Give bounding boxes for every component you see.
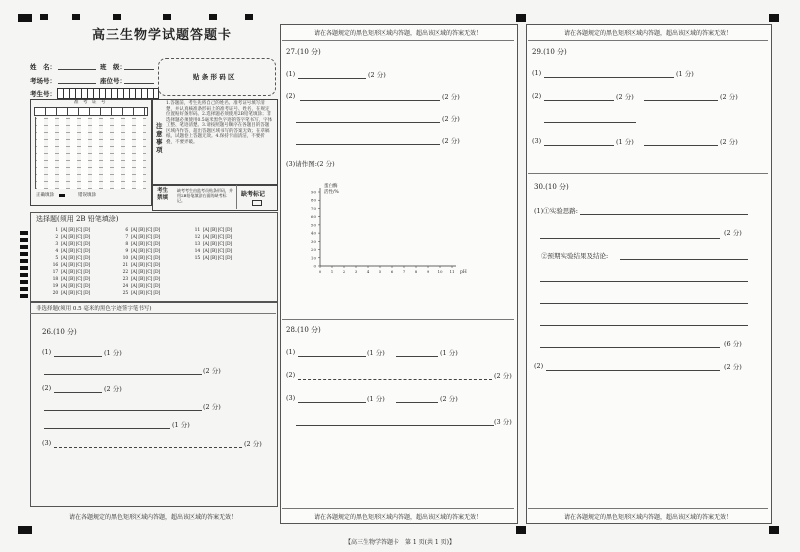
q27-part3-label: (3)请作图:(2 分) (286, 160, 335, 168)
mc-options[interactable]: [A] [B] [C] [D] (203, 256, 232, 261)
mc-question-number: 8 (125, 242, 128, 247)
top-mark (40, 14, 48, 20)
q27-score-1: (2 分) (368, 71, 386, 79)
q30-score-3: (2 分) (724, 363, 742, 371)
absent-label: 考生禁填 (157, 188, 169, 201)
q26-answer-2c[interactable] (44, 428, 170, 429)
q30-answer-1b[interactable] (540, 238, 720, 239)
q30-part1-label: (1)①实验思路: (534, 207, 578, 215)
q28-answer-1b[interactable] (396, 356, 438, 357)
mc-options[interactable]: [A] [B] [C] [D] (61, 277, 90, 282)
mc-question-number: 13 (194, 242, 200, 247)
timing-mark (20, 245, 28, 249)
mc-question-number: 24 (122, 284, 128, 289)
x-tick-label: 8 (414, 269, 418, 274)
seat-label: 座位号： (100, 77, 126, 85)
mc-options[interactable]: [A] [B] [C] [D] (203, 228, 232, 233)
non-mc-divider (30, 313, 276, 314)
mc-question-5[interactable] (48, 256, 90, 261)
middle-divider-q28 (282, 319, 514, 320)
mc-options[interactable]: [A] [B] [C] [D] (61, 263, 90, 268)
q29-score-4: (1 分) (616, 138, 634, 146)
corner-mark-tr (769, 14, 779, 22)
exam-room-field[interactable] (58, 83, 96, 84)
q28-score-4: (1 分) (367, 395, 385, 403)
bottom-warning-left: 请在各题规定的黑色矩形区域内答题，超出该区域的答案无效！ (68, 514, 237, 521)
q27-title: 27.(10 分) (286, 48, 321, 56)
mc-question-number: 25 (122, 291, 128, 296)
mc-question-number: 4 (55, 249, 58, 254)
x-tick-label: 5 (378, 269, 382, 274)
q27-drawing-axes[interactable] (296, 182, 466, 274)
mc-question-number: 9 (125, 249, 128, 254)
q29-answer-3b[interactable] (644, 145, 718, 146)
mc-options[interactable]: [A] [B] [C] [D] (131, 256, 160, 261)
mc-question-17[interactable] (48, 270, 90, 275)
mc-question-number: 1 (55, 228, 58, 233)
q30-part1b-label: ②预期实验结果及结论: (541, 252, 609, 260)
mc-question-number: 11 (194, 228, 200, 233)
x-tick-label: 0 (318, 269, 322, 274)
x-tick-label: 11 (449, 269, 455, 274)
seat-field[interactable] (124, 83, 154, 84)
mc-question-number: 18 (52, 277, 58, 282)
q30-part2-label: (2) (534, 362, 544, 370)
mc-question-12[interactable] (190, 235, 232, 240)
q29-score-2: (2 分) (616, 93, 634, 101)
q27-part1-label: (1) (286, 70, 296, 78)
mc-question-number: 14 (194, 249, 200, 254)
mc-options[interactable]: [A] [B] [C] [D] (61, 270, 90, 275)
timing-mark (20, 273, 28, 277)
mc-options[interactable]: [A] [B] [C] [D] (131, 249, 160, 254)
q27-ylabel: 蛋白酶 (324, 184, 338, 189)
corner-mark-bm (516, 526, 526, 534)
mc-options[interactable]: [A] [B] [C] [D] (203, 249, 232, 254)
barcode-label: 贴 条 形 码 区 (193, 73, 235, 81)
y-tick-label: 50 (310, 222, 316, 228)
q28-answer-2[interactable] (298, 379, 492, 380)
corner-mark-tl (18, 14, 32, 22)
q28-title: 28.(10 分) (286, 326, 321, 334)
y-tick-label: 30 (310, 238, 316, 244)
mc-options[interactable]: [A] [B] [C] [D] (131, 228, 160, 233)
mc-title (36, 214, 119, 224)
mc-question-7[interactable] (118, 235, 160, 240)
y-tick-label: 40 (310, 230, 316, 236)
bottom-warning-middle: 请在各题规定的黑色矩形区域内答题，超出该区域的答案无效！ (313, 514, 482, 521)
q26-score-2: (2 分) (203, 367, 221, 375)
mc-question-22[interactable] (118, 270, 160, 275)
mc-question-number: 12 (194, 235, 200, 240)
q26-answer-1b[interactable] (44, 374, 202, 375)
top-mark (113, 14, 121, 20)
q26-part3-label: (3) (42, 439, 52, 447)
bottom-warning-right: 请在各题规定的黑色矩形区域内答题，超出该区域的答案无效！ (563, 514, 732, 521)
q28-part2-label: (2) (286, 371, 296, 379)
mc-options[interactable]: [A] [B] [C] [D] (61, 242, 90, 247)
mc-options[interactable]: [A] [B] [C] [D] (131, 291, 160, 296)
absent-text: 缺考考生由监考员贴条形码，并用2B铅笔填涂右面的缺考标记。 (177, 188, 233, 203)
middle-bottom-divider (282, 508, 514, 509)
q29-score-3: (2 分) (720, 93, 738, 101)
class-field[interactable] (124, 69, 154, 70)
q26-part1-label: (1) (42, 348, 52, 356)
mc-question-25[interactable] (118, 291, 160, 296)
fill-correct-sample (59, 194, 65, 197)
middle-top-divider (282, 40, 514, 41)
mc-question-number: 22 (122, 270, 128, 275)
right-bottom-divider (528, 508, 768, 509)
mc-question-20[interactable] (48, 291, 90, 296)
mc-question-18[interactable] (48, 277, 90, 282)
y-tick-label: 60 (310, 214, 316, 220)
y-tick-label: 10 (310, 255, 316, 261)
mc-question-4[interactable] (48, 249, 90, 254)
x-tick-label: 10 (437, 269, 443, 274)
absent-mark-label: 缺考标记 (241, 191, 266, 198)
top-mark (209, 14, 217, 20)
timing-mark (20, 294, 28, 298)
mc-question-number: 3 (55, 242, 58, 247)
q27-answer-2b[interactable] (296, 122, 440, 123)
notice-text: 1.答题前，考生先将自己的姓名、准考证号填写清楚，并认真核准条形码上的准考证号、姓名，在规定位置贴好条形码。2.选择题必须使用2B铅笔填涂；非选择题必须使用0.5毫米黑色字迹的签字笔书写，字体工整、笔迹清楚。3.请按照题号顺序在各题目的答题区域内作答，超出答题区域书写的答案无效；在草稿纸、试题卷上答题无效。4.保持卡面清洁，不要折叠，不要弄破。 (166, 101, 273, 145)
y-tick-label: 0 (313, 263, 316, 269)
exam-number-boxes[interactable] (57, 88, 159, 99)
q28-answer-3a[interactable] (298, 402, 366, 403)
mc-question-11[interactable] (190, 228, 232, 233)
mc-question-3[interactable] (48, 242, 90, 247)
mc-options[interactable]: [A] [B] [C] [D] (131, 235, 160, 240)
q29-score-5: (2 分) (720, 138, 738, 146)
x-tick-label: 6 (390, 269, 394, 274)
top-mark (163, 14, 171, 20)
mc-question-21[interactable] (118, 263, 160, 268)
q26-answer-1a[interactable] (54, 356, 102, 357)
corner-mark-tm (516, 14, 526, 22)
corner-mark-br (769, 526, 779, 534)
mc-question-number: 21 (122, 263, 128, 268)
mc-question-10[interactable] (118, 256, 160, 261)
top-warning-middle: 请在各题规定的黑色矩形区域内答题，超出该区域的答案无效！ (313, 30, 482, 37)
q30-answer-1d[interactable] (540, 281, 748, 282)
y-tick-label: 70 (310, 205, 316, 211)
name-field[interactable] (58, 69, 96, 70)
q27-score-4: (2 分) (442, 137, 460, 145)
fill-correct-label: 正确填涂 (36, 193, 54, 198)
y-tick-label: 90 (310, 189, 316, 195)
q27-ylabel-unit: 活性/% (324, 190, 339, 195)
mc-question-9[interactable] (118, 249, 160, 254)
mc-question-1[interactable] (48, 228, 90, 233)
x-tick-label: 2 (342, 269, 346, 274)
x-tick-label: 4 (366, 269, 370, 274)
mc-options[interactable]: [A] [B] [C] [D] (61, 228, 90, 233)
middle-panel (280, 24, 518, 524)
absent-divider (236, 185, 237, 209)
q26-score-5: (1 分) (172, 421, 190, 429)
absent-mark-box[interactable] (252, 200, 262, 206)
q26-answer-2a[interactable] (54, 392, 102, 393)
q27-answer-1[interactable] (298, 78, 366, 79)
mc-question-19[interactable] (48, 284, 90, 289)
corner-mark-bl (18, 526, 32, 534)
q29-score-1: (1 分) (676, 70, 694, 78)
mc-question-23[interactable] (118, 277, 160, 282)
mc-options[interactable]: [A] [B] [C] [D] (131, 284, 160, 289)
mc-question-number: 2 (55, 235, 58, 240)
q27-answer-2a[interactable] (300, 100, 440, 101)
q28-answer-3b[interactable] (396, 402, 438, 403)
q28-score-3: (2 分) (494, 372, 512, 380)
q30-answer-1e[interactable] (540, 303, 748, 304)
q28-answer-3c[interactable] (296, 425, 494, 426)
mc-options[interactable]: [A] [B] [C] [D] (131, 242, 160, 247)
fill-wrong-label: 错误填涂 (78, 193, 96, 198)
mc-question-number: 7 (125, 235, 128, 240)
q30-answer-1a[interactable] (580, 214, 748, 215)
timing-mark (20, 231, 28, 235)
mc-title-text: 选择题(须用 2B 铅笔填涂) (36, 215, 119, 223)
x-tick-label: 3 (354, 269, 358, 274)
mc-question-13[interactable] (190, 242, 232, 247)
top-mark (72, 14, 80, 20)
mc-options[interactable]: [A] [B] [C] [D] (203, 242, 232, 247)
top-mark (245, 14, 253, 20)
mc-question-number: 19 (52, 284, 58, 289)
name-label: 姓 名： (30, 63, 56, 71)
mc-question-15[interactable] (190, 256, 232, 261)
mc-question-number: 10 (122, 256, 128, 261)
x-axis-unit: pH (460, 270, 467, 275)
q30-answer-2[interactable] (546, 370, 720, 371)
timing-mark (20, 287, 28, 291)
timing-mark (20, 252, 28, 256)
mc-question-24[interactable] (118, 284, 160, 289)
x-tick-label: 9 (426, 269, 430, 274)
mc-question-8[interactable] (118, 242, 160, 247)
class-label: 班 级： (100, 63, 126, 71)
mc-options[interactable]: [A] [B] [C] [D] (61, 256, 90, 261)
page-footer: 【高三生物学答题卡 第 1 页(共 1 页)】 (345, 539, 455, 546)
q30-score-1: (2 分) (724, 229, 742, 237)
mc-question-number: 15 (194, 256, 200, 261)
q27-part2-label: (2) (286, 92, 296, 100)
timing-mark (20, 259, 28, 263)
timing-mark (20, 266, 28, 270)
q29-title: 29.(10 分) (532, 48, 567, 56)
q28-score-1: (1 分) (367, 349, 385, 357)
admission-bubbles[interactable] (35, 117, 146, 189)
q26-score-4: (2 分) (203, 403, 221, 411)
q26-score-1: (1 分) (104, 349, 122, 357)
q26-score-6: (2 分) (244, 440, 262, 448)
q29-answer-2b[interactable] (644, 100, 718, 101)
mc-options[interactable]: [A] [B] [C] [D] (61, 291, 90, 296)
q29-answer-3a[interactable] (544, 145, 614, 146)
q30-answer-1g[interactable] (540, 347, 720, 348)
mc-options[interactable]: [A] [B] [C] [D] (61, 249, 90, 254)
q29-answer-1[interactable] (544, 77, 674, 78)
admission-digit-boxes[interactable] (34, 107, 148, 116)
sheet-title: 高三生物学试题答题卡 (92, 28, 233, 43)
q30-title: 30.(10 分) (534, 183, 569, 191)
top-warning-right: 请在各题规定的黑色矩形区域内答题，超出该区域的答案无效！ (563, 30, 732, 37)
notice-side-label: 注意事项 (156, 122, 163, 154)
q26-answer-3[interactable] (54, 447, 242, 448)
mc-question-number: 17 (52, 270, 58, 275)
q27-score-2: (2 分) (442, 93, 460, 101)
q28-score-5: (2 分) (440, 395, 458, 403)
mc-question-6[interactable] (118, 228, 160, 233)
mc-question-number: 16 (52, 263, 58, 268)
mc-question-number: 6 (125, 228, 128, 233)
q30-answer-1c[interactable] (620, 259, 748, 260)
q30-score-2: (6 分) (724, 340, 742, 348)
mc-options[interactable]: [A] [B] [C] [D] (131, 270, 160, 275)
x-tick-label: 7 (402, 269, 406, 274)
q29-part1-label: (1) (532, 69, 542, 77)
timing-mark (20, 280, 28, 284)
mc-question-number: 23 (122, 277, 128, 282)
q26-part2-label: (2) (42, 384, 52, 392)
mc-question-number: 5 (55, 256, 58, 261)
q30-answer-1f[interactable] (540, 325, 748, 326)
q29-part2-label: (2) (532, 92, 542, 100)
mc-options[interactable]: [A] [B] [C] [D] (131, 263, 160, 268)
non-mc-title: 非选择题(须用 0.5 毫米的黑色字迹签字笔书写) (36, 306, 152, 312)
y-tick-label: 20 (310, 247, 316, 253)
q28-part3-label: (3) (286, 394, 296, 402)
q29-answer-2c[interactable] (544, 122, 636, 123)
right-divider-q30 (528, 173, 768, 174)
q28-answer-1a[interactable] (298, 356, 366, 357)
y-tick-label: 80 (310, 197, 316, 203)
right-top-divider (528, 40, 768, 41)
exam-number-label: 考生号： (30, 90, 56, 98)
q29-answer-2a[interactable] (544, 100, 614, 101)
mc-question-number: 20 (52, 291, 58, 296)
mc-options[interactable]: [A] [B] [C] [D] (131, 277, 160, 282)
timing-mark (20, 238, 28, 242)
exam-room-label: 考场号： (30, 77, 56, 85)
q27-score-3: (2 分) (442, 115, 460, 123)
q28-part1-label: (1) (286, 348, 296, 356)
x-tick-label: 1 (330, 269, 334, 274)
q26-title: 26.(10 分) (42, 328, 77, 336)
mc-options[interactable]: [A] [B] [C] [D] (203, 235, 232, 240)
q26-answer-2b[interactable] (44, 410, 202, 411)
q29-part3-label: (3) (532, 137, 542, 145)
mc-question-14[interactable] (190, 249, 232, 254)
mc-options[interactable]: [A] [B] [C] [D] (61, 235, 90, 240)
q26-score-3: (2 分) (104, 385, 122, 393)
q28-score-6: (3 分) (494, 418, 512, 426)
mc-question-2[interactable] (48, 235, 90, 240)
q27-answer-2c[interactable] (296, 144, 440, 145)
q28-score-2: (1 分) (440, 349, 458, 357)
mc-question-16[interactable] (48, 263, 90, 268)
admission-label: 准 考 证 号 (74, 100, 106, 105)
mc-options[interactable]: [A] [B] [C] [D] (61, 284, 90, 289)
